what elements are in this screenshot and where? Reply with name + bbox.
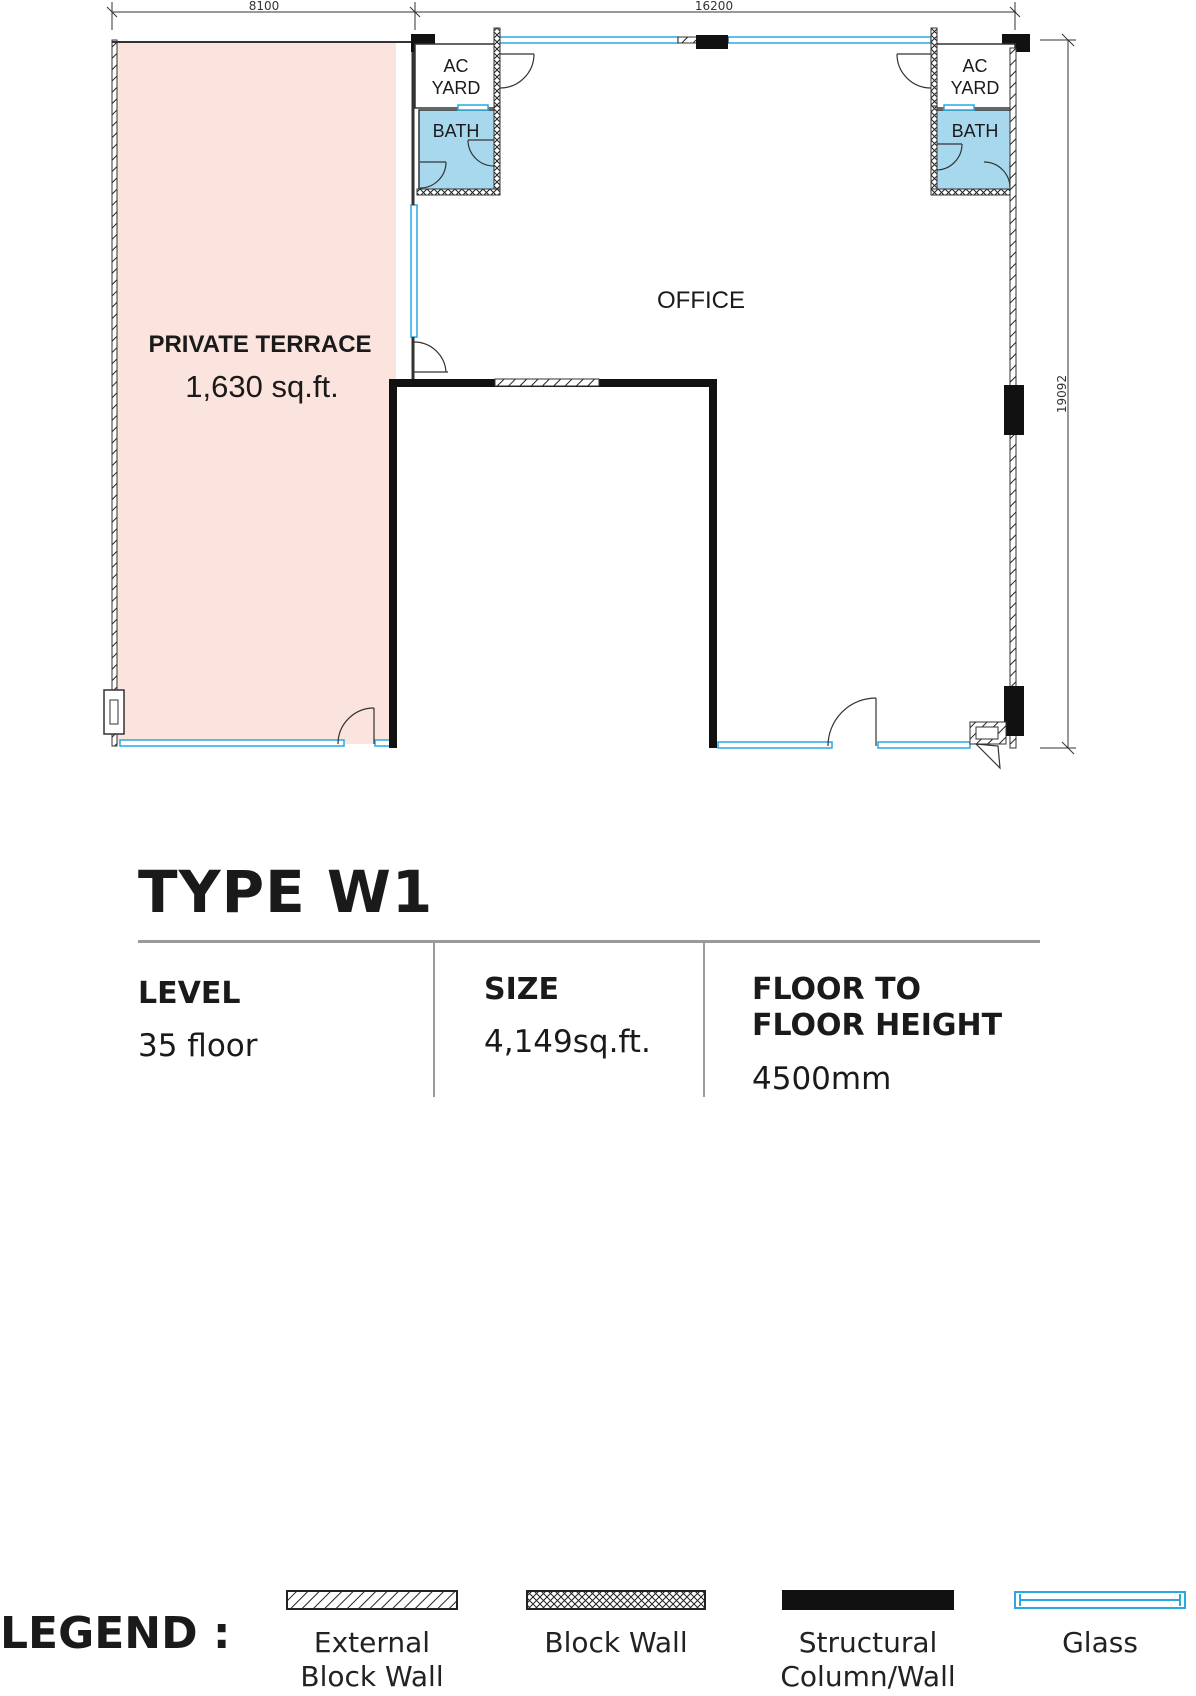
legend-label: Glass	[1062, 1626, 1138, 1659]
floor-height-label: FLOOR TO FLOOR HEIGHT	[752, 972, 1003, 1043]
column-divider	[433, 943, 435, 1097]
solid-black-bar-icon	[782, 1590, 954, 1610]
legend-item-structural-column-wall	[768, 1590, 968, 1694]
structural-column-right-bottom	[1004, 686, 1024, 736]
glass-panel-icon	[1014, 1590, 1186, 1610]
level-value: 35 floor	[138, 1028, 258, 1064]
legend-item-block-wall	[516, 1590, 716, 1660]
bath-left-wall-bottom	[417, 189, 500, 195]
legend-item-external-block-wall	[272, 1590, 472, 1694]
ac-yard-left	[415, 44, 496, 108]
ac-yard-right-label-line1: AC	[962, 56, 988, 76]
level-label: LEVEL	[138, 976, 241, 1011]
title-divider	[138, 940, 1040, 943]
size-label: SIZE	[484, 972, 560, 1007]
legend-title: LEGEND :	[0, 1608, 231, 1659]
bath-right-label: BATH	[951, 121, 999, 141]
ac-yard-left-wall	[494, 28, 500, 108]
terrace-area: 1,630 sq.ft.	[185, 369, 339, 404]
office-glass-bottom-left	[718, 742, 832, 748]
office-label: OFFICE	[657, 287, 745, 314]
legend-label: External Block Wall	[300, 1626, 444, 1693]
terrace-label: PRIVATE TERRACE	[148, 331, 372, 358]
legend-label: Block Wall	[544, 1626, 688, 1659]
terrace-utility-inner	[110, 700, 118, 724]
depth-dimension: 19092	[1055, 374, 1069, 414]
legend-label: Structural Column/Wall	[780, 1626, 956, 1693]
bath-left-label: BATH	[432, 121, 480, 141]
ac-yard-right-wall	[931, 28, 937, 108]
floor-height-value: 4500mm	[752, 1061, 892, 1097]
bath-left-window	[458, 105, 488, 110]
terrace-glass-bottom-right	[375, 740, 391, 746]
core-structural-wall	[393, 383, 713, 748]
office-glass-top-left	[498, 37, 678, 43]
office-glass-top-right	[728, 37, 931, 43]
terrace-glass-bottom	[120, 740, 344, 746]
office-glass-bottom-right	[878, 742, 970, 748]
bath-right-wall-bottom	[931, 189, 1015, 195]
office-riser-inner	[976, 727, 998, 739]
size-value: 4,149sq.ft.	[484, 1024, 651, 1060]
door-swing	[976, 744, 1000, 768]
column-divider	[703, 943, 705, 1097]
office-glass-left	[411, 205, 417, 337]
bath-right-wall	[931, 106, 937, 194]
structural-column-right-mid	[1004, 385, 1024, 435]
terrace-width-dimension: 8100	[248, 0, 280, 13]
bath-right-window	[944, 105, 974, 110]
cross-hatch-icon	[526, 1590, 706, 1610]
bath-left-wall	[494, 106, 500, 194]
unit-type-title: TYPE W1	[138, 858, 434, 926]
structural-column-top	[696, 35, 728, 49]
ac-yard-left-label-line2: YARD	[431, 78, 481, 98]
core-block-wall-top	[495, 379, 599, 386]
ac-yard-right	[935, 44, 1015, 108]
ac-yard-right-label-line2: YARD	[950, 78, 1000, 98]
ac-yard-left-label-line1: AC	[443, 56, 469, 76]
door-swing	[828, 698, 876, 746]
legend-item-glass	[1010, 1590, 1190, 1660]
door-swing	[414, 342, 448, 372]
office-width-dimension: 16200	[694, 0, 734, 13]
diagonal-hatch-icon	[286, 1590, 458, 1610]
floor-plan	[0, 0, 1196, 770]
terrace-wall-left	[112, 40, 117, 746]
